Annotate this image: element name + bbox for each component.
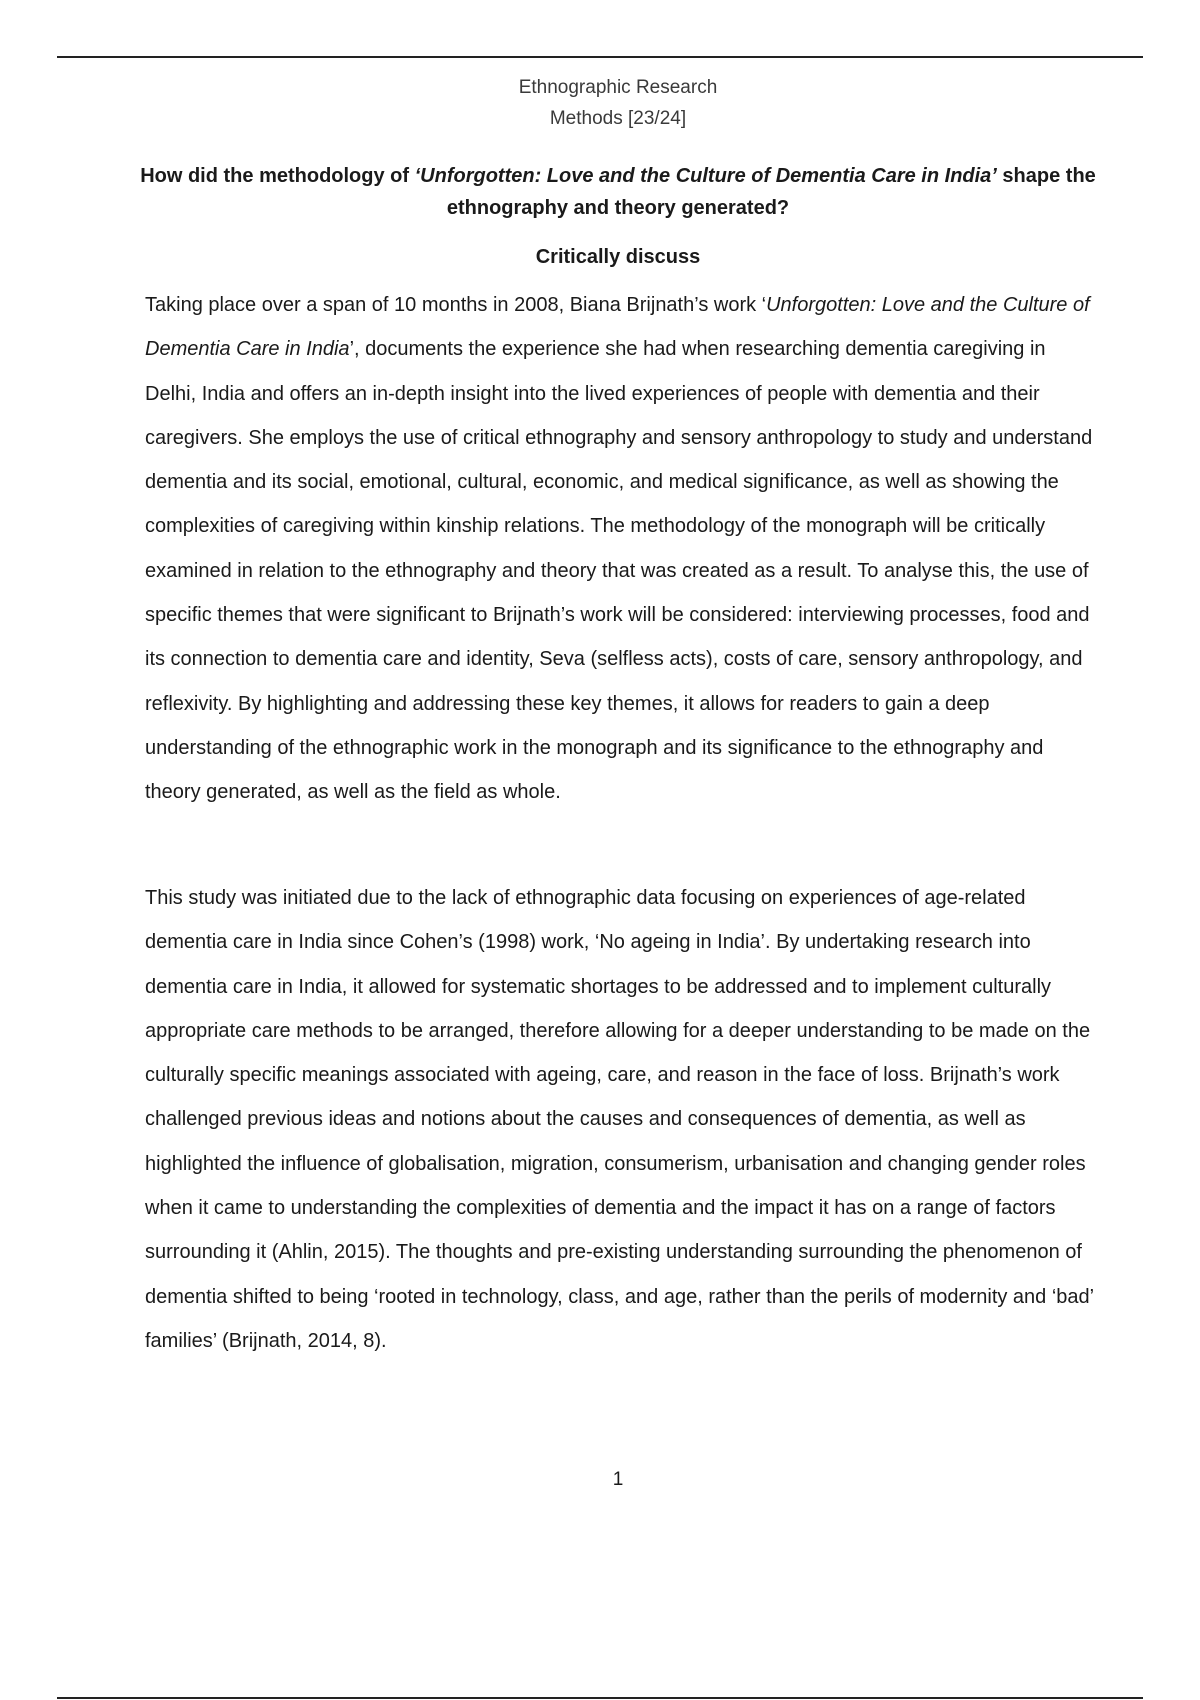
body-paragraph-2 — [145, 876, 1095, 1363]
header-course-line: Ethnographic Research — [518, 77, 718, 98]
essay-subheading: Critically discuss — [535, 246, 701, 268]
header-term-line: Methods [23/24] — [549, 108, 687, 129]
question-lead: How did the methodology of — [140, 165, 415, 187]
question-tail: shape the ethnography and theory generated? — [446, 165, 1096, 219]
document-header — [0, 72, 1200, 134]
paragraph-1-lead: Taking place over a span of 10 months in 2008, Biana Brijnath’s work ‘ — [145, 294, 767, 316]
bottom-rule — [57, 1697, 1143, 1699]
paragraph-2-text: This study was initiated due to the lack of ethnographic data focusing on experiences of age-related dementia care in India since Cohen’s (1998) work, ‘No ageing in India’. By undertaking research into dementia care in India, it allowed for systematic shortages to be addressed and to implement culturally appropriate care methods to be arranged, therefore allowing for a deeper understanding to be made on the culturally specific meanings associated with ageing, care, and reason in the face of loss. Brijnath’s work challenged previous ideas and notions about the causes and consequences of dementia, as well as highlighted the influence of globalisation, migration, consumerism, urbanisation and changing gender roles when it came to understanding the complexities of dementia and the impact it has on a range of factors surrounding it (Ahlin, 2015). The thoughts and pre-existing understanding surrounding the phenomenon of dementia shifted to being ‘rooted in technology, class, and age, rather than the perils of modernity and ‘bad’ families’ (Brijnath, 2014, 8). — [145, 887, 1094, 1352]
paragraph-1-tail: ’, documents the experience she had when researching dementia caregiving in Delhi, India and offers an in-depth insight into the lived experiences of people with dementia and their caregivers. She employs the use of critical ethnography and sensory anthropology to study and understand dementia and its social, emotional, cultural, economic, and medical significance, as well as showing the complexities of caregiving within kinship relations. The methodology of the monograph will be critically examined in relation to the ethnography and theory that was created as a result. To analyse this, the use of specific themes that were significant to Brijnath’s work will be considered: interviewing processes, food and its connection to dementia care and identity, Seva (selfless acts), costs of care, sensory anthropology, and reflexivity. By highlighting and addressing these key themes, it allows for readers to gain a deep understanding of the ethnographic work in the monograph and its significance to the ethnography and theory generated, as well as the field as whole. — [145, 338, 1093, 804]
body-paragraph-1 — [145, 283, 1095, 815]
paragraph-1-book-title: Unforgotten: Love and the Culture of Dementia Care in India — [145, 294, 1090, 361]
page-number: 1 — [612, 1469, 624, 1490]
question-book-title: ‘Unforgotten: Love and the Culture of Dementia Care in India’ — [414, 165, 997, 187]
paragraph-1-text — [145, 283, 1095, 815]
essay-question — [140, 160, 1096, 224]
top-rule — [57, 56, 1143, 58]
